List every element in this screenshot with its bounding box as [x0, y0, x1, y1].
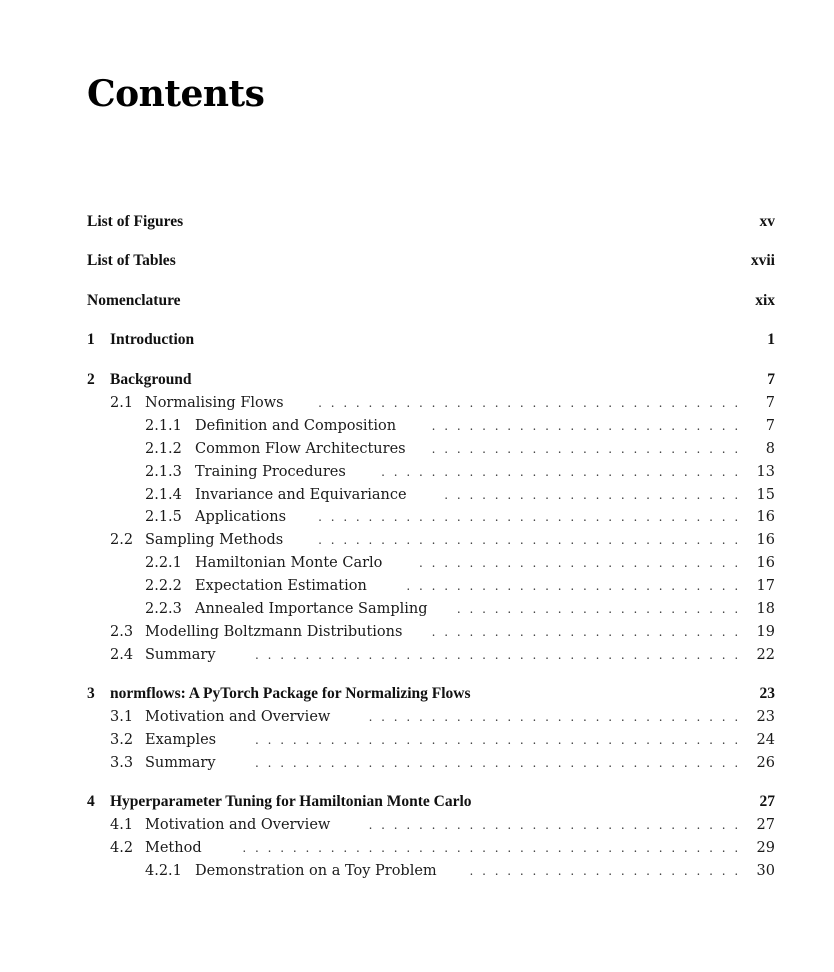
dot-leader: .............................. [368, 818, 747, 832]
dot-leader: ........................................ [242, 841, 747, 855]
toc-section-entry[interactable] [0, 753, 834, 773]
dot-leader: ....................................... [255, 648, 747, 662]
entry-title: Demonstration on a Toy Problem [195, 863, 437, 879]
dot-leader: ......................... [431, 625, 747, 639]
entry-page-number: xvii [750, 252, 775, 269]
entry-page-number: 17 [756, 578, 775, 594]
entry-title: Annealed Importance Sampling [195, 601, 428, 617]
entry-page-number: 22 [756, 647, 775, 663]
entry-title: Introduction [110, 331, 195, 348]
dot-leader: .......................... [419, 556, 747, 570]
toc-subsection-entry[interactable] [0, 416, 834, 436]
entry-title: Hamiltonian Monte Carlo [195, 555, 383, 571]
toc-section-entry[interactable] [0, 815, 834, 835]
entry-title: Method [145, 840, 202, 856]
dot-leader: ........................ [444, 488, 747, 502]
dot-leader: ......................... [431, 419, 747, 433]
entry-title: Motivation and Overview [145, 709, 331, 725]
entry-number: 2.1 [110, 395, 134, 411]
toc-section-entry[interactable] [0, 838, 834, 858]
entry-number: 2.2.2 [145, 578, 182, 594]
entry-title: normflows: A PyTorch Package for Normalizing Flows [110, 685, 471, 702]
entry-page-number: 16 [756, 555, 775, 571]
toc-chapter-entry[interactable] [0, 330, 834, 350]
entry-number: 2 [87, 371, 95, 388]
entry-number: 1 [87, 331, 95, 348]
entry-page-number: 7 [765, 418, 775, 434]
entry-number: 4.2 [110, 840, 134, 856]
dot-leader: ...................... [469, 864, 747, 878]
toc-chapter-entry[interactable] [0, 251, 834, 271]
entry-title: Expectation Estimation [195, 578, 367, 594]
dot-leader: .................................. [318, 510, 747, 524]
toc-section-entry[interactable] [0, 730, 834, 750]
entry-title: Hyperparameter Tuning for Hamiltonian Monte Carlo [110, 793, 472, 810]
toc-subsection-entry[interactable] [0, 576, 834, 596]
toc-section-entry[interactable] [0, 645, 834, 665]
entry-number: 2.2 [110, 532, 134, 548]
entry-page-number: 16 [756, 509, 775, 525]
dot-leader: ............................. [381, 465, 747, 479]
entry-title: Nomenclature [87, 292, 181, 309]
toc-subsection-entry[interactable] [0, 439, 834, 459]
entry-number: 2.1.4 [145, 487, 182, 503]
entry-title: Applications [195, 509, 287, 525]
dot-leader: ....................................... [255, 756, 747, 770]
entry-page-number: 23 [759, 685, 775, 702]
entry-number: 3.3 [110, 755, 134, 771]
dot-leader: ....................................... [255, 733, 747, 747]
entry-page-number: 7 [765, 395, 775, 411]
toc-subsection-entry[interactable] [0, 507, 834, 527]
entry-title: Motivation and Overview [145, 817, 331, 833]
entry-number: 2.1.3 [145, 464, 182, 480]
entry-number: 2.4 [110, 647, 134, 663]
entry-page-number: 8 [765, 441, 775, 457]
entry-number: 2.2.3 [145, 601, 182, 617]
entry-title: Sampling Methods [145, 532, 284, 548]
toc-section-entry[interactable] [0, 530, 834, 550]
entry-number: 4 [87, 793, 95, 810]
entry-title: Modelling Boltzmann Distributions [145, 624, 403, 640]
entry-page-number: 19 [756, 624, 775, 640]
entry-number: 2.2.1 [145, 555, 182, 571]
entry-page-number: 18 [756, 601, 775, 617]
entry-title: Invariance and Equivariance [195, 487, 407, 503]
dot-leader: .............................. [368, 710, 747, 724]
entry-page-number: 27 [759, 793, 775, 810]
toc-section-entry[interactable] [0, 707, 834, 727]
toc-subsection-entry[interactable] [0, 599, 834, 619]
entry-page-number: 24 [756, 732, 775, 748]
entry-number: 3 [87, 685, 95, 702]
entry-page-number: 1 [767, 331, 775, 348]
entry-number: 3.1 [110, 709, 134, 725]
entry-number: 2.3 [110, 624, 134, 640]
entry-title: Common Flow Architectures [195, 441, 406, 457]
entry-page-number: 29 [756, 840, 775, 856]
toc-section-entry[interactable] [0, 622, 834, 642]
entry-title: Training Procedures [195, 464, 346, 480]
toc-chapter-entry[interactable] [0, 792, 834, 812]
entry-title: Examples [145, 732, 217, 748]
dot-leader: ....................... [456, 602, 747, 616]
entry-title: Definition and Composition [195, 418, 397, 434]
entry-title: List of Tables [87, 252, 176, 269]
toc-chapter-entry[interactable] [0, 370, 834, 390]
entry-number: 2.1.1 [145, 418, 182, 434]
entry-page-number: 15 [756, 487, 775, 503]
entry-number: 4.1 [110, 817, 134, 833]
toc-chapter-entry[interactable] [0, 212, 834, 232]
entry-number: 2.1.5 [145, 509, 182, 525]
entry-page-number: xix [755, 292, 775, 309]
entry-number: 2.1.2 [145, 441, 182, 457]
toc-section-entry[interactable] [0, 393, 834, 413]
entry-title: Normalising Flows [145, 395, 284, 411]
entry-page-number: 23 [756, 709, 775, 725]
entry-number: 4.2.1 [145, 863, 182, 879]
toc-subsection-entry[interactable] [0, 861, 834, 881]
entry-page-number: 30 [756, 863, 775, 879]
entry-page-number: xv [759, 213, 775, 230]
entry-page-number: 16 [756, 532, 775, 548]
toc-subsection-entry[interactable] [0, 485, 834, 505]
page-title: Contents [87, 73, 265, 115]
entry-page-number: 7 [767, 371, 775, 388]
entry-page-number: 26 [756, 755, 775, 771]
toc-subsection-entry[interactable] [0, 553, 834, 573]
entry-title: Summary [145, 647, 216, 663]
entry-page-number: 27 [756, 817, 775, 833]
toc-chapter-entry[interactable] [0, 291, 834, 311]
entry-title: List of Figures [87, 213, 184, 230]
toc-chapter-entry[interactable] [0, 684, 834, 704]
entry-page-number: 13 [756, 464, 775, 480]
entry-title: Summary [145, 755, 216, 771]
entry-title: Background [110, 371, 192, 388]
dot-leader: .................................. [318, 533, 747, 547]
toc-subsection-entry[interactable] [0, 462, 834, 482]
dot-leader: .................................. [318, 396, 747, 410]
dot-leader: ........................... [406, 579, 747, 593]
entry-number: 3.2 [110, 732, 134, 748]
dot-leader: ......................... [431, 442, 747, 456]
